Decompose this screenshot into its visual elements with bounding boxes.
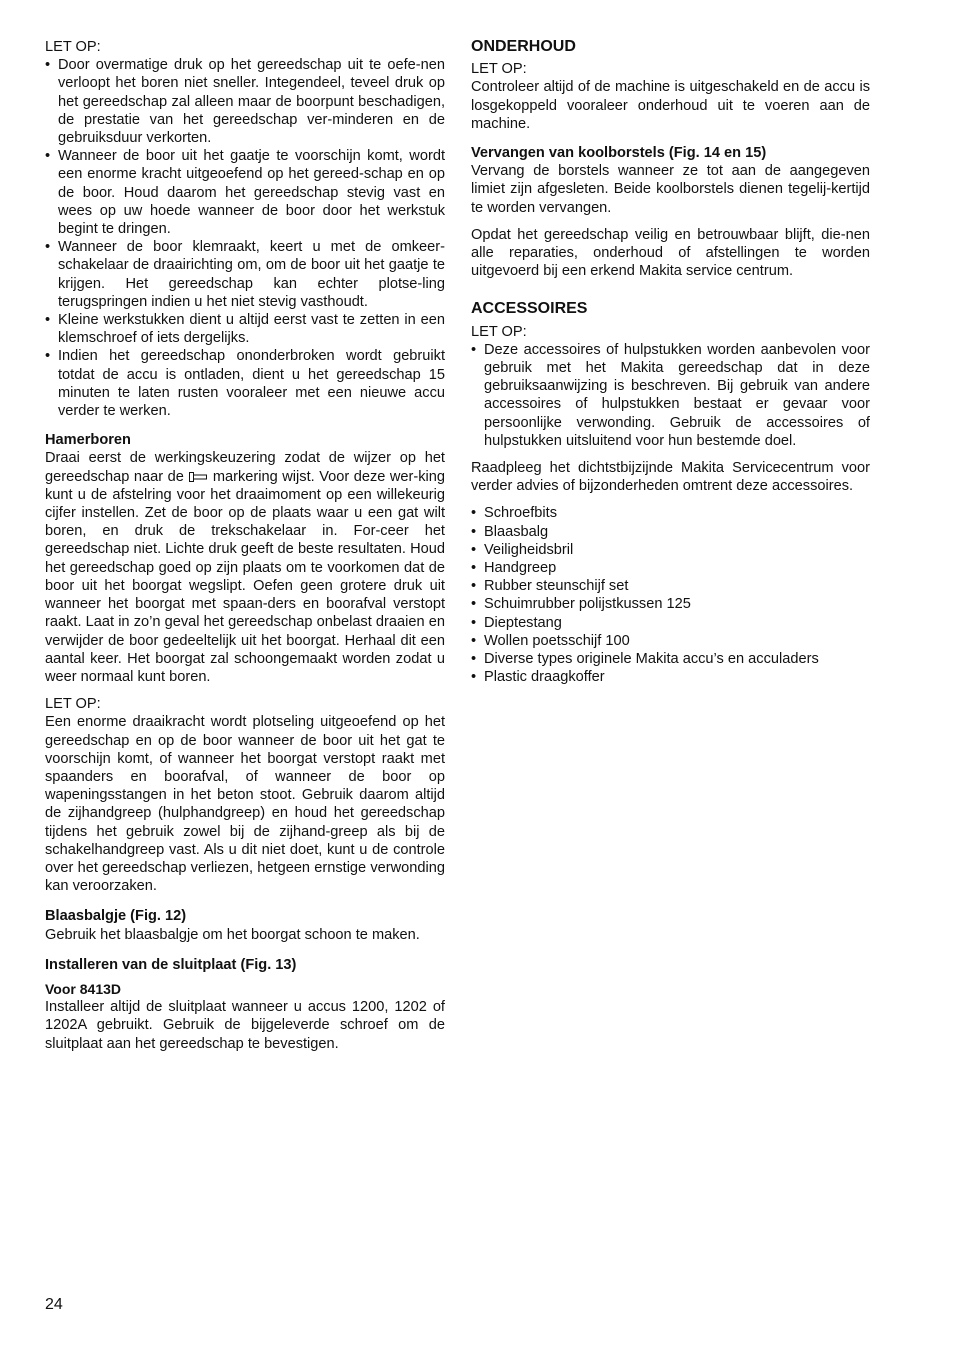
list-item: • Rubber steunschijf set <box>471 577 870 595</box>
onderhoud-paragraph: Controleer altijd of de machine is uitgeschakeld en de accu is losgekoppeld vooraleer onderhoud uit te voeren aan de machine. <box>471 79 870 132</box>
note-label: LET OP: <box>471 61 527 78</box>
service-paragraph: Opdat het gereedschap veilig en betrouwbaar blijft, die-nen alle reparaties, onderhoud of afstellingen te worden uitgevoerd bij een erkend Makita service centrum. <box>471 226 870 280</box>
list-item: • Wanneer de boor uit het gaatje te voorschijn komt, wordt een enorme kracht uitgeoefend op het gereed-schap en op de boor. Houd daarom het gereedschap stevig vast en wees op uw hoede wanneer de boor door het werkstuk begint te dringen. <box>45 147 445 238</box>
section-heading-hamerboren: Hamerboren <box>45 432 131 449</box>
hammer-drill-icon <box>189 472 207 482</box>
sluitplaat-paragraph: Installeer altijd de sluitplaat wanneer u accus 1200, 1202 of 1202A gebruikt. Gebruik de bijgeleverde schroef om de sluitplaat aan het gereedschap te bevestigen. <box>45 999 445 1052</box>
section-heading-koolborstels: Vervangen van koolborstels (Fig. 14 en 15) <box>471 145 767 162</box>
hamerboren-paragraph: Draai eerst de werkingskeuzering zodat de wijzer op het gereedschap naar de markering wijst. Voor deze wer-king kunt u de afstelring voor het draaimoment op een willekeurig cijfer instellen. Zet de boor op de plaats waar u een gat wilt boren, en druk de trekschakelaar in. For-ceer het gereedschap niet. Lichte druk geeft de beste resultaten. Houd het gereedschap goed op zijn plaats om te voorkomen dat de boor uit het boorgat wegslipt. Oefen geen grotere druk uit wanneer het boorgat met spaan-ders en boorafval verstopt raakt. Laat in zo’n geval het gereedschap onbelast draaien en verwijder de boor gedeeltelijk uit het boorgat. Herhaal dit een aantal keer. Het boorgat zal schoongemaakt worden zodat u weer normaal kunt boren. <box>45 450 446 685</box>
section-heading-sluitplaat: Installeren van de sluitplaat (Fig. 13) <box>45 956 297 973</box>
list-item: • Wollen poetsschijf 100 <box>471 632 870 650</box>
list-item: • Wanneer de boor klemraakt, keert u met de omkeer-schakelaar de draairichting om, om de boor uit het gaatje te krijgen. Het gereedschap kan echter plotse-ling terugspringen indien u het niet stevig vasthoudt. <box>45 238 445 311</box>
list-item: • Plastic draagkoffer <box>471 668 870 686</box>
note-label: LET OP: <box>471 323 527 340</box>
section-heading-onderhoud: ONDERHOUD <box>471 38 576 55</box>
note-label: LET OP: <box>45 696 101 713</box>
list-item: • Deze accessoires of hulpstukken worden aanbevolen voor gebruik met het Makita gereedschap dat in deze gebruiksaanwijzing is beschreven. Bij gebruik van andere accessoires of hulpstukken bestaat er gevaar voor persoonlijke verwonding. Gebruik de accessoires of hulpstukken uitsluitend voor hun bestemde doel. <box>471 341 870 450</box>
note-label: LET OP: <box>45 39 101 55</box>
list-item: • Blaasbalg <box>471 523 870 541</box>
right-column <box>471 38 870 687</box>
section-heading-accessoires: ACCESSOIRES <box>471 300 588 318</box>
koolborstels-paragraph: Vervang de borstels wanneer ze tot aan de aangegeven limiet zijn afgesleten. Beide koolborstels dienen tegelij-kertijd te worden vervangen. <box>471 163 870 216</box>
list-item: • Diverse types originele Makita accu’s en acculaders <box>471 650 870 668</box>
blaasbalgje-paragraph: Gebruik het blaasbalgje om het boorgat schoon te maken. <box>45 926 420 943</box>
list-item: • Veiligheidsbril <box>471 541 870 559</box>
list-item: • Indien het gereedschap ononderbroken wordt gebruikt totdat de accu is ontladen, dient u het gereedschap 15 minuten te laten rusten vooraleer met een nieuwe accu verder te werken. <box>45 347 445 420</box>
page-number: 24 <box>45 1296 63 1313</box>
list-item: • Dieptestang <box>471 614 870 632</box>
caution-list <box>45 56 445 420</box>
accessoires-note-list <box>471 341 870 450</box>
subheading-voor-8413d: Voor 8413D <box>45 980 121 997</box>
left-column <box>45 38 445 1053</box>
raadpleeg-paragraph: Raadpleeg het dichtstbijzijnde Makita Servicecentrum voor verder advies of bijzonderheden omtrent deze accessoires. <box>471 460 870 495</box>
list-item: • Door overmatige druk op het gereedschap uit te oefe-nen verloopt het boren niet sneller. Integendeel, teveel druk op het gereedschap zal alleen maar de boorpunt beschadigen, de prestatie van het gereedschap ver-minderen en de gebruiksduur verkorten. <box>45 56 445 147</box>
accessories-list <box>471 504 870 686</box>
note-paragraph: Een enorme draaikracht wordt plotseling uitgeoefend op het gereedschap en op de boor wanneer de boor uit het gat te voorschijn komt, of wanneer het boorgat verstopt raakt met spaanders en boorafval, of wanneer de boor op wapeningsstangen in het beton stoot. Gebruik daarom altijd de zijhandgreep (hulphandgreep) en houd het gereedschap tijdens het gebruik zowel bij de zijhand-greep als bij de schakelhandgreep vast. Als u dit niet doet, kunt u de controle over het gereedschap verliezen, hetgeen ernstige verwonding kan veroorzaken. <box>45 714 445 895</box>
list-item: • Schroefbits <box>471 504 870 522</box>
list-item: • Kleine werkstukken dient u altijd eerst vast te zetten in een klemschroef of iets dergelijks. <box>45 311 445 347</box>
list-item: • Schuimrubber polijstkussen 125 <box>471 595 870 613</box>
section-heading-blaasbalgje: Blaasbalgje (Fig. 12) <box>45 908 187 925</box>
list-item: • Handgreep <box>471 559 870 577</box>
